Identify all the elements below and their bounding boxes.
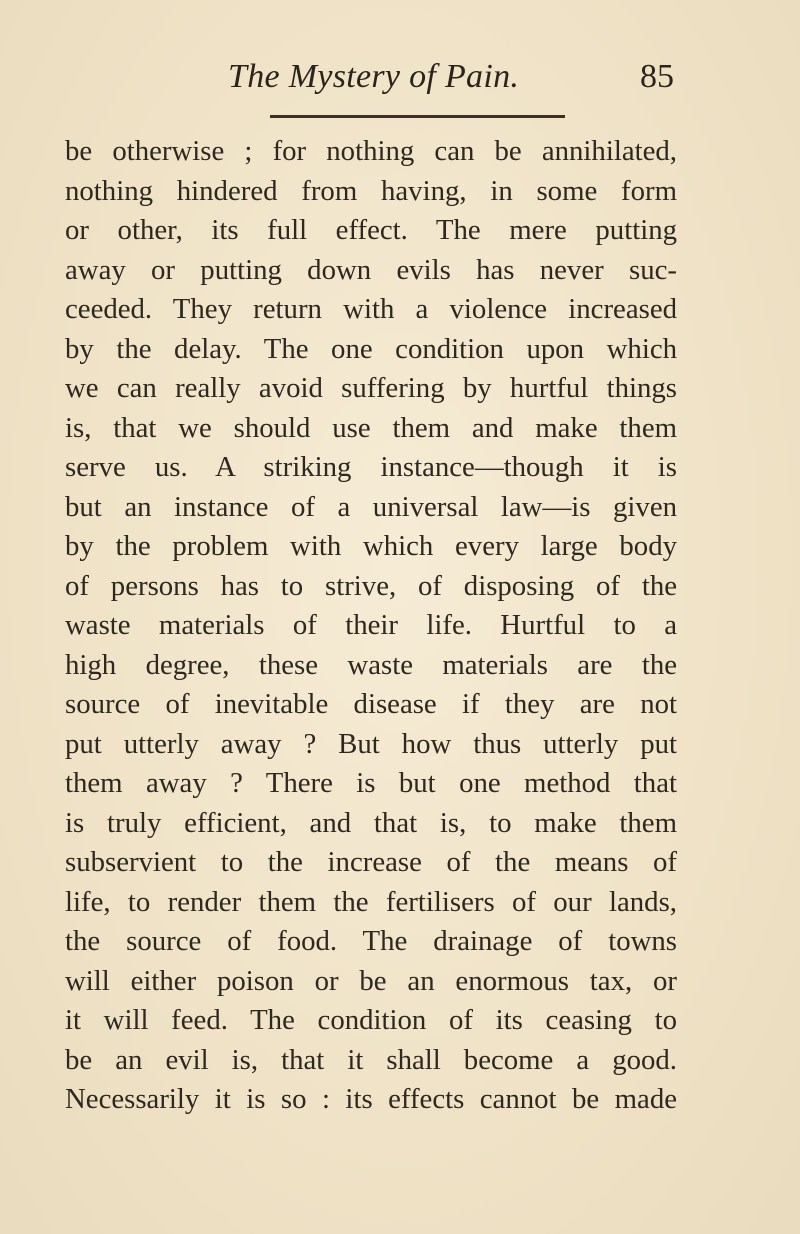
- header-rule: [270, 115, 565, 118]
- text-line: serve us. A striking instance—though it is: [65, 451, 677, 483]
- text-line: high degree, these waste materials are the: [65, 648, 677, 681]
- text-line: of persons has to strive, of disposing of the: [65, 569, 677, 602]
- text-line: be otherwise ; for nothing can be annihilated,: [65, 135, 677, 167]
- body-text: [65, 132, 677, 1120]
- text-line: life, to render them the fertilisers of our lands,: [65, 885, 677, 918]
- text-line: be an evil is, that it shall become a good.: [65, 1043, 677, 1076]
- text-line: but an instance of a universal law—is given: [65, 490, 677, 523]
- text-line: them away ? There is but one method that: [65, 767, 677, 799]
- running-head-title: The Mystery of Pain.: [228, 58, 520, 95]
- text-line: the source of food. The drainage of towns: [65, 925, 677, 957]
- text-line: subservient to the increase of the means of: [65, 846, 677, 878]
- text-line: put utterly away ? But how thus utterly put: [65, 727, 677, 760]
- text-line: by the problem with which every large body: [65, 530, 677, 562]
- text-line: ceeded. They return with a violence increased: [65, 293, 677, 325]
- running-head: [228, 58, 674, 108]
- text-line: Necessarily it is so : its effects cannot be made: [65, 1083, 677, 1115]
- text-line: by the delay. The one condition upon which: [65, 332, 677, 365]
- text-line: it will feed. The condition of its ceasing to: [65, 1004, 677, 1036]
- page-number: 85: [640, 58, 674, 95]
- text-line: will either poison or be an enormous tax, or: [65, 964, 677, 997]
- text-line: away or putting down evils has never suc-: [65, 253, 677, 286]
- text-line: or other, its full effect. The mere putting: [65, 214, 677, 246]
- text-line: is, that we should use them and make them: [65, 411, 677, 444]
- text-line: is truly efficient, and that is, to make them: [65, 806, 677, 839]
- text-line: we can really avoid suffering by hurtful things: [65, 372, 677, 404]
- text-line: waste materials of their life. Hurtful to a: [65, 609, 677, 641]
- text-line: nothing hindered from having, in some form: [65, 174, 677, 207]
- text-line: source of inevitable disease if they are not: [65, 688, 677, 720]
